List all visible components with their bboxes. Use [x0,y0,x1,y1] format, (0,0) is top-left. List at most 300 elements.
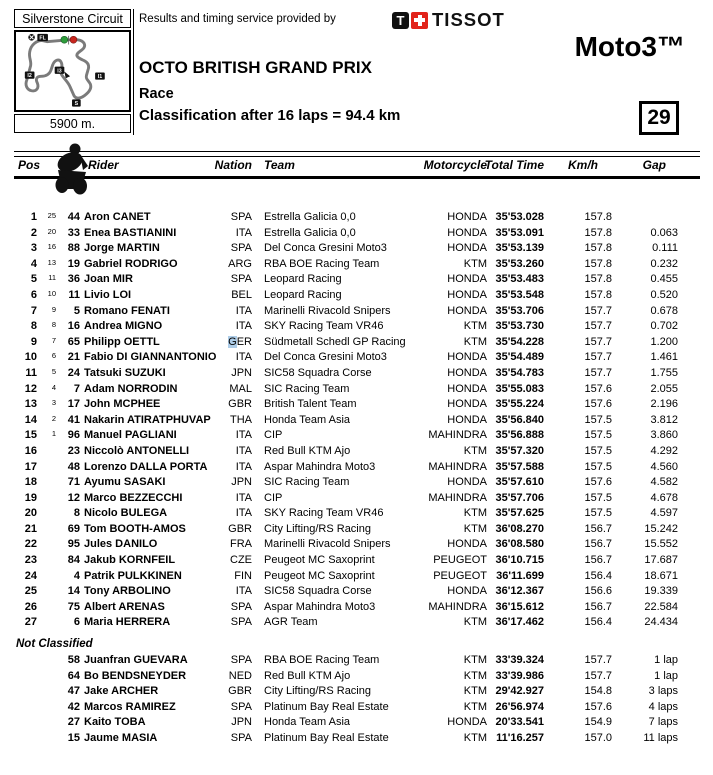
cell-rider: Nakarin ATIRATPHUVAP [84,413,211,426]
cell-team: RBA BOE Racing Team [264,257,380,270]
table-row [14,615,700,631]
cell-pos [14,731,37,747]
cell-kmh: 157.8 [584,242,612,255]
cell-time: 35'53.028 [495,211,544,223]
cell-motorcycle: HONDA [447,413,487,426]
cell-rider: Enea BASTIANINI [84,226,177,239]
col-header-rider: Rider [88,158,119,172]
cell-gap: 3.860 [650,429,678,442]
classification-line: Classification after 16 laps = 94.4 km [139,107,401,124]
table-row [14,584,700,600]
cell-rider: Kaito TOBA [84,716,146,729]
table-row [14,382,700,398]
cell-nation: MAL [229,382,252,395]
cell-rider: Albert ARENAS [84,600,165,613]
cell-team: City Lifting/RS Racing [264,685,371,698]
cell-time: 35'53.730 [495,320,544,333]
cell-gap: 4.292 [650,444,678,457]
cell-motorcycle: PEUGEOT [433,554,487,567]
cell-time: 35'55.224 [495,398,544,411]
cell-nation: SPA [230,242,252,255]
cell-rider: Jorge MARTIN [84,242,160,255]
cell-num: 95 [67,538,80,551]
cell-pos: 8 [30,320,37,333]
motorcycle-rider-icon [50,142,94,196]
cell-gap: 15.552 [644,538,678,551]
cell-time: 35'56.840 [495,413,544,426]
cell-pos: 10 [24,351,37,364]
cell-motorcycle: HONDA [447,398,487,411]
cell-team: Red Bull KTM Ajo [264,444,351,457]
cell-time: 35'53.706 [495,304,544,317]
cell-gap: 0.520 [650,288,678,301]
cell-motorcycle: HONDA [447,476,487,489]
cell-nation: SPA [230,616,252,629]
cell-motorcycle: HONDA [447,304,487,317]
cell-pts: 10 [47,288,56,298]
cell-num: 44 [67,211,80,223]
cell-kmh: 157.8 [584,226,612,239]
cell-time: 35'53.139 [495,242,544,255]
tissot-logo [392,9,505,31]
table-row [14,731,700,747]
cell-num: 8 [73,507,80,520]
cell-num: 17 [67,398,80,411]
category-title: Moto3™ [574,31,685,62]
cell-motorcycle: KTM [463,669,487,682]
cell-kmh: 157.7 [584,304,612,317]
cell-pos: 21 [24,522,37,535]
cell-gap: 2.196 [650,398,678,411]
cell-motorcycle: MAHINDRA [428,600,487,613]
cell-rider: Ayumu SASAKI [84,476,166,489]
cell-pts: 16 [47,242,56,252]
cell-motorcycle: HONDA [447,273,487,286]
cell-team: Leopard Racing [264,288,342,301]
cell-pos: 9 [30,335,37,348]
cell-pts: 3 [51,398,56,408]
cell-motorcycle: KTM [463,522,487,535]
cell-pos: 18 [24,476,37,489]
cell-pos [14,684,37,700]
cell-team: Platinum Bay Real Estate [264,700,389,713]
cell-gap: 22.584 [644,600,678,613]
cell-team: Del Conca Gresini Moto3 [264,242,387,255]
cell-gap: 4.560 [650,460,678,473]
table-row [14,241,700,257]
red-light-icon [70,36,77,43]
cell-pts: 11 [48,273,56,283]
cell-time: 35'54.489 [495,351,544,364]
cell-nation: SPA [230,731,252,744]
cell-pos: 24 [24,569,37,582]
cell-gap: 1 lap [654,654,678,666]
cell-num: 7 [73,382,80,395]
col-header-total-time: Total Time [484,158,544,172]
cell-time: 35'57.588 [495,460,544,473]
cell-nation: SPA [230,700,252,713]
cell-nation: ITA [235,491,252,504]
cell-nation: SPA [230,273,252,286]
cell-gap: 1.200 [650,335,678,348]
cell-rider: Niccolò ANTONELLI [84,444,190,457]
cell-nation: JPN [231,476,252,489]
cell-motorcycle: KTM [463,507,487,520]
cell-time: 35'53.260 [495,257,544,270]
cell-num: 41 [67,413,80,426]
cell-kmh: 157.7 [584,669,612,682]
cell-time: 33'39.986 [495,669,544,682]
cell-motorcycle: MAHINDRA [428,460,487,473]
cell-num: 42 [67,700,80,713]
cell-kmh: 157.8 [584,288,612,301]
cell-motorcycle: MAHINDRA [428,429,487,442]
cell-gap: 19.339 [644,585,678,598]
cell-team: Aspar Mahindra Moto3 [264,460,376,473]
cell-team: SKY Racing Team VR46 [264,507,384,520]
cell-time: 35'53.091 [495,226,544,239]
header-line-top [14,151,700,152]
col-header-team: Team [264,158,295,172]
swiss-cross-icon [411,12,428,29]
cell-pos: 16 [24,444,37,457]
circuit-map-svg [16,32,129,110]
cell-time: 36'17.462 [495,616,544,629]
table-row [14,669,700,685]
cell-pos: 3 [30,242,37,255]
cell-team: SIC Racing Team [264,382,350,395]
table-row [14,553,700,569]
cell-num: 4 [73,569,80,582]
cell-pos [14,653,37,669]
cell-time: 11'16.257 [496,731,544,744]
cell-gap: 0.111 [652,242,678,255]
table-row [14,335,700,351]
cell-time: 33'39.324 [495,654,544,666]
cell-num: 75 [67,600,80,613]
not-classified-label: Not Classified [16,638,93,650]
cell-pos: 12 [24,382,37,395]
table-row [14,350,700,366]
cell-gap: 4.678 [650,491,678,504]
cell-nation: THA [230,413,252,426]
cell-pts: 20 [47,226,56,236]
cell-gap: 1.461 [650,351,678,364]
i2-label: I2 [27,73,32,80]
cell-kmh: 156.7 [584,538,612,551]
table-row [14,460,700,476]
cell-team: SIC Racing Team [264,476,350,489]
cell-rider: Patrik PULKKINEN [84,569,182,582]
table-row [14,272,700,288]
cell-gap: 4.597 [650,507,678,520]
cell-rider: Aron CANET [84,211,151,223]
cell-nation: SPA [230,600,252,613]
page-number-box: 29 [639,101,679,135]
cell-pts: 2 [51,413,56,423]
table-row [14,569,700,585]
cell-kmh: 157.0 [584,731,612,744]
cell-time: 35'54.783 [495,366,544,379]
cell-team: Estrella Galicia 0,0 [264,211,356,223]
col-header-nation: Nation [214,158,252,172]
cell-gap: 0.702 [650,320,678,333]
cell-time: 35'53.548 [495,288,544,301]
cell-motorcycle: PEUGEOT [433,569,487,582]
cell-pos: 5 [30,273,37,286]
cell-pos: 6 [30,288,37,301]
cell-pts: 9 [51,304,56,314]
cell-kmh: 154.9 [584,716,612,729]
not-classified-rows [14,653,700,747]
cell-team: RBA BOE Racing Team [264,654,380,666]
table-row [14,506,700,522]
cell-gap [604,210,678,226]
col-header-kmh: Km/h [568,158,598,172]
cell-num: 6 [73,616,80,629]
table-row [14,537,700,553]
provided-by-text: Results and timing service provided by [139,13,336,25]
cell-num: 33 [67,226,80,239]
cell-num: 23 [67,444,80,457]
cell-motorcycle: HONDA [447,288,487,301]
cell-motorcycle: HONDA [447,242,487,255]
cell-num: 11 [68,288,80,301]
cell-time: 36'12.367 [495,585,544,598]
cell-team: Aspar Mahindra Moto3 [264,600,376,613]
cell-num: 12 [67,491,80,504]
cell-pts: 7 [51,335,56,345]
table-row [14,366,700,382]
cell-motorcycle: KTM [463,320,487,333]
fl-label: FL [39,35,46,42]
cell-motorcycle: KTM [463,654,487,666]
cell-kmh: 157.5 [584,507,612,520]
cell-rider: Nicolo BULEGA [84,507,168,520]
s-label: S [74,100,79,107]
cell-gap: 0.678 [650,304,678,317]
cell-rider: Jakub KORNFEIL [84,554,176,567]
cell-kmh: 157.7 [584,320,612,333]
cell-team: Platinum Bay Real Estate [264,731,389,744]
table-row [14,304,700,320]
header-divider [133,9,134,135]
cell-motorcycle: HONDA [447,211,487,223]
cell-team: SIC58 Squadra Corse [264,366,372,379]
cell-nation: CZE [230,554,252,567]
cell-nation: GER [228,335,252,348]
table-row [14,413,700,429]
cell-num: 48 [67,460,80,473]
cell-kmh: 157.6 [584,476,612,489]
cell-nation: BEL [231,288,252,301]
cell-nation: ITA [235,444,252,457]
cell-kmh: 157.5 [584,460,612,473]
cell-team: AGR Team [264,616,318,629]
cell-team: Del Conca Gresini Moto3 [264,351,387,364]
cell-kmh: 157.5 [584,444,612,457]
cell-num: 65 [67,335,80,348]
cell-pos: 25 [24,585,37,598]
cell-motorcycle: HONDA [447,585,487,598]
cell-num: 71 [67,476,80,489]
cell-num: 19 [67,257,80,270]
cell-time: 36'11.699 [496,569,544,582]
cell-rider: Livio LOI [84,288,132,301]
cell-kmh: 156.7 [584,600,612,613]
cell-time: 26'56.974 [495,700,544,713]
cell-time: 35'56.888 [495,429,544,442]
cell-motorcycle: HONDA [447,382,487,395]
cell-gap: 1 lap [654,669,678,682]
cell-kmh: 156.7 [584,554,612,567]
cell-pts: 25 [47,211,56,220]
cell-num: 14 [67,585,80,598]
col-header-pos: Pos [18,158,41,172]
table-row [14,210,700,226]
cell-pos: 23 [24,554,37,567]
cell-nation: ITA [235,585,252,598]
cell-time: 35'57.625 [495,507,544,520]
table-header [14,151,700,181]
header-line-top2 [14,156,700,157]
cell-gap: 15.242 [644,522,678,535]
cell-nation: ITA [235,507,252,520]
cell-pos: 19 [24,491,37,504]
cell-gap: 3 laps [648,685,678,698]
table-row [14,522,700,538]
cell-rider: Marcos RAMIREZ [84,700,176,713]
cell-pos: 15 [24,429,37,442]
cell-kmh: 157.7 [584,654,612,666]
cell-nation: ITA [235,460,252,473]
cell-time: 35'57.320 [495,444,544,457]
cell-rider: Andrea MIGNO [84,320,163,333]
cell-pos: 7 [30,304,37,317]
cell-motorcycle: KTM [463,444,487,457]
cell-team: Leopard Racing [264,273,342,286]
cell-pos: 13 [24,398,37,411]
cell-num: 88 [67,242,80,255]
cell-motorcycle: KTM [463,257,487,270]
table-row [14,319,700,335]
cell-rider: Gabriel RODRIGO [84,257,178,270]
cell-team: Honda Team Asia [264,716,351,729]
cell-gap: 18.671 [644,569,678,582]
cell-num: 16 [67,320,80,333]
cell-pos: 14 [24,413,37,426]
cell-rider: Jules DANILO [84,538,158,551]
table-row [14,715,700,731]
cell-time: 35'57.706 [495,491,544,504]
cell-num: 69 [67,522,80,535]
cell-rider: Maria HERRERA [84,616,171,629]
cell-gap: 24.434 [644,616,678,629]
cell-gap: 4.582 [650,476,678,489]
cell-rider: Jaume MASIA [84,731,158,744]
cell-gap: 17.687 [644,554,678,567]
i3-label: I3 [57,68,62,75]
nation-highlight: G [228,335,237,348]
cell-rider: Jake ARCHER [84,685,159,698]
cell-rider: Fabio DI GIANNANTONIO [84,351,217,364]
cell-nation: GBR [228,522,252,535]
cell-nation: SPA [230,654,252,666]
cell-num: 27 [67,716,80,729]
cell-motorcycle: HONDA [447,716,487,729]
cell-nation: ITA [235,429,252,442]
cell-nation: GBR [228,685,252,698]
cell-team: SKY Racing Team VR46 [264,320,384,333]
cell-nation: JPN [231,716,252,729]
cell-kmh: 157.6 [584,398,612,411]
cell-nation: FRA [230,538,252,551]
cell-team: City Lifting/RS Racing [264,522,371,535]
cell-time: 36'08.580 [495,538,544,551]
table-row [14,444,700,460]
cell-rider: John MCPHEE [84,398,161,411]
cell-time: 20'33.541 [495,716,544,729]
session-title: Race [139,86,174,102]
cell-team: Estrella Galicia 0,0 [264,226,356,239]
cell-motorcycle: KTM [463,616,487,629]
cell-rider: Tom BOOTH-AMOS [84,522,186,535]
cell-gap: 1.755 [650,366,678,379]
cell-pos [14,669,37,685]
cell-pos: 1 [30,211,37,223]
cell-rider: Romano FENATI [84,304,170,317]
circuit-name: Silverstone Circuit [22,11,123,26]
cell-gap: 11 laps [643,731,678,744]
track-length-box [14,114,131,133]
cell-kmh: 157.7 [584,366,612,379]
cell-pos [14,715,37,731]
cell-kmh: 157.8 [584,273,612,286]
cell-time: 35'55.083 [495,382,544,395]
cell-num: 96 [67,429,80,442]
cell-motorcycle: HONDA [447,226,487,239]
cell-kmh: 156.4 [584,569,612,582]
cell-nation: ITA [235,320,252,333]
circuit-map [14,30,131,112]
cell-time: 35'54.228 [495,335,544,348]
cell-pos: 22 [24,538,37,551]
cell-rider: Lorenzo DALLA PORTA [84,460,208,473]
cell-gap: 4 laps [648,700,678,713]
tissot-t-icon: T [392,12,409,29]
cell-team: Peugeot MC Saxoprint [264,569,375,582]
cell-rider: Tatsuki SUZUKI [84,366,166,379]
table-row [14,700,700,716]
cell-kmh: 157.6 [584,382,612,395]
cell-team: British Talent Team [264,398,357,411]
cell-motorcycle: KTM [463,700,487,713]
cell-num: 21 [67,351,80,364]
cell-time: 35'53.483 [495,273,544,286]
cell-team: CIP [264,429,283,442]
cell-nation: ITA [235,304,252,317]
cell-team: Peugeot MC Saxoprint [264,554,375,567]
cell-pts: 5 [51,366,56,376]
cell-kmh: 156.4 [584,616,612,629]
cell-time: 36'10.715 [495,554,544,567]
cell-kmh: 156.6 [584,585,612,598]
cell-num: 47 [67,685,80,698]
cell-num: 5 [73,304,80,317]
table-row [14,653,700,669]
green-light-icon [61,36,68,43]
cell-team: SIC58 Squadra Corse [264,585,372,598]
